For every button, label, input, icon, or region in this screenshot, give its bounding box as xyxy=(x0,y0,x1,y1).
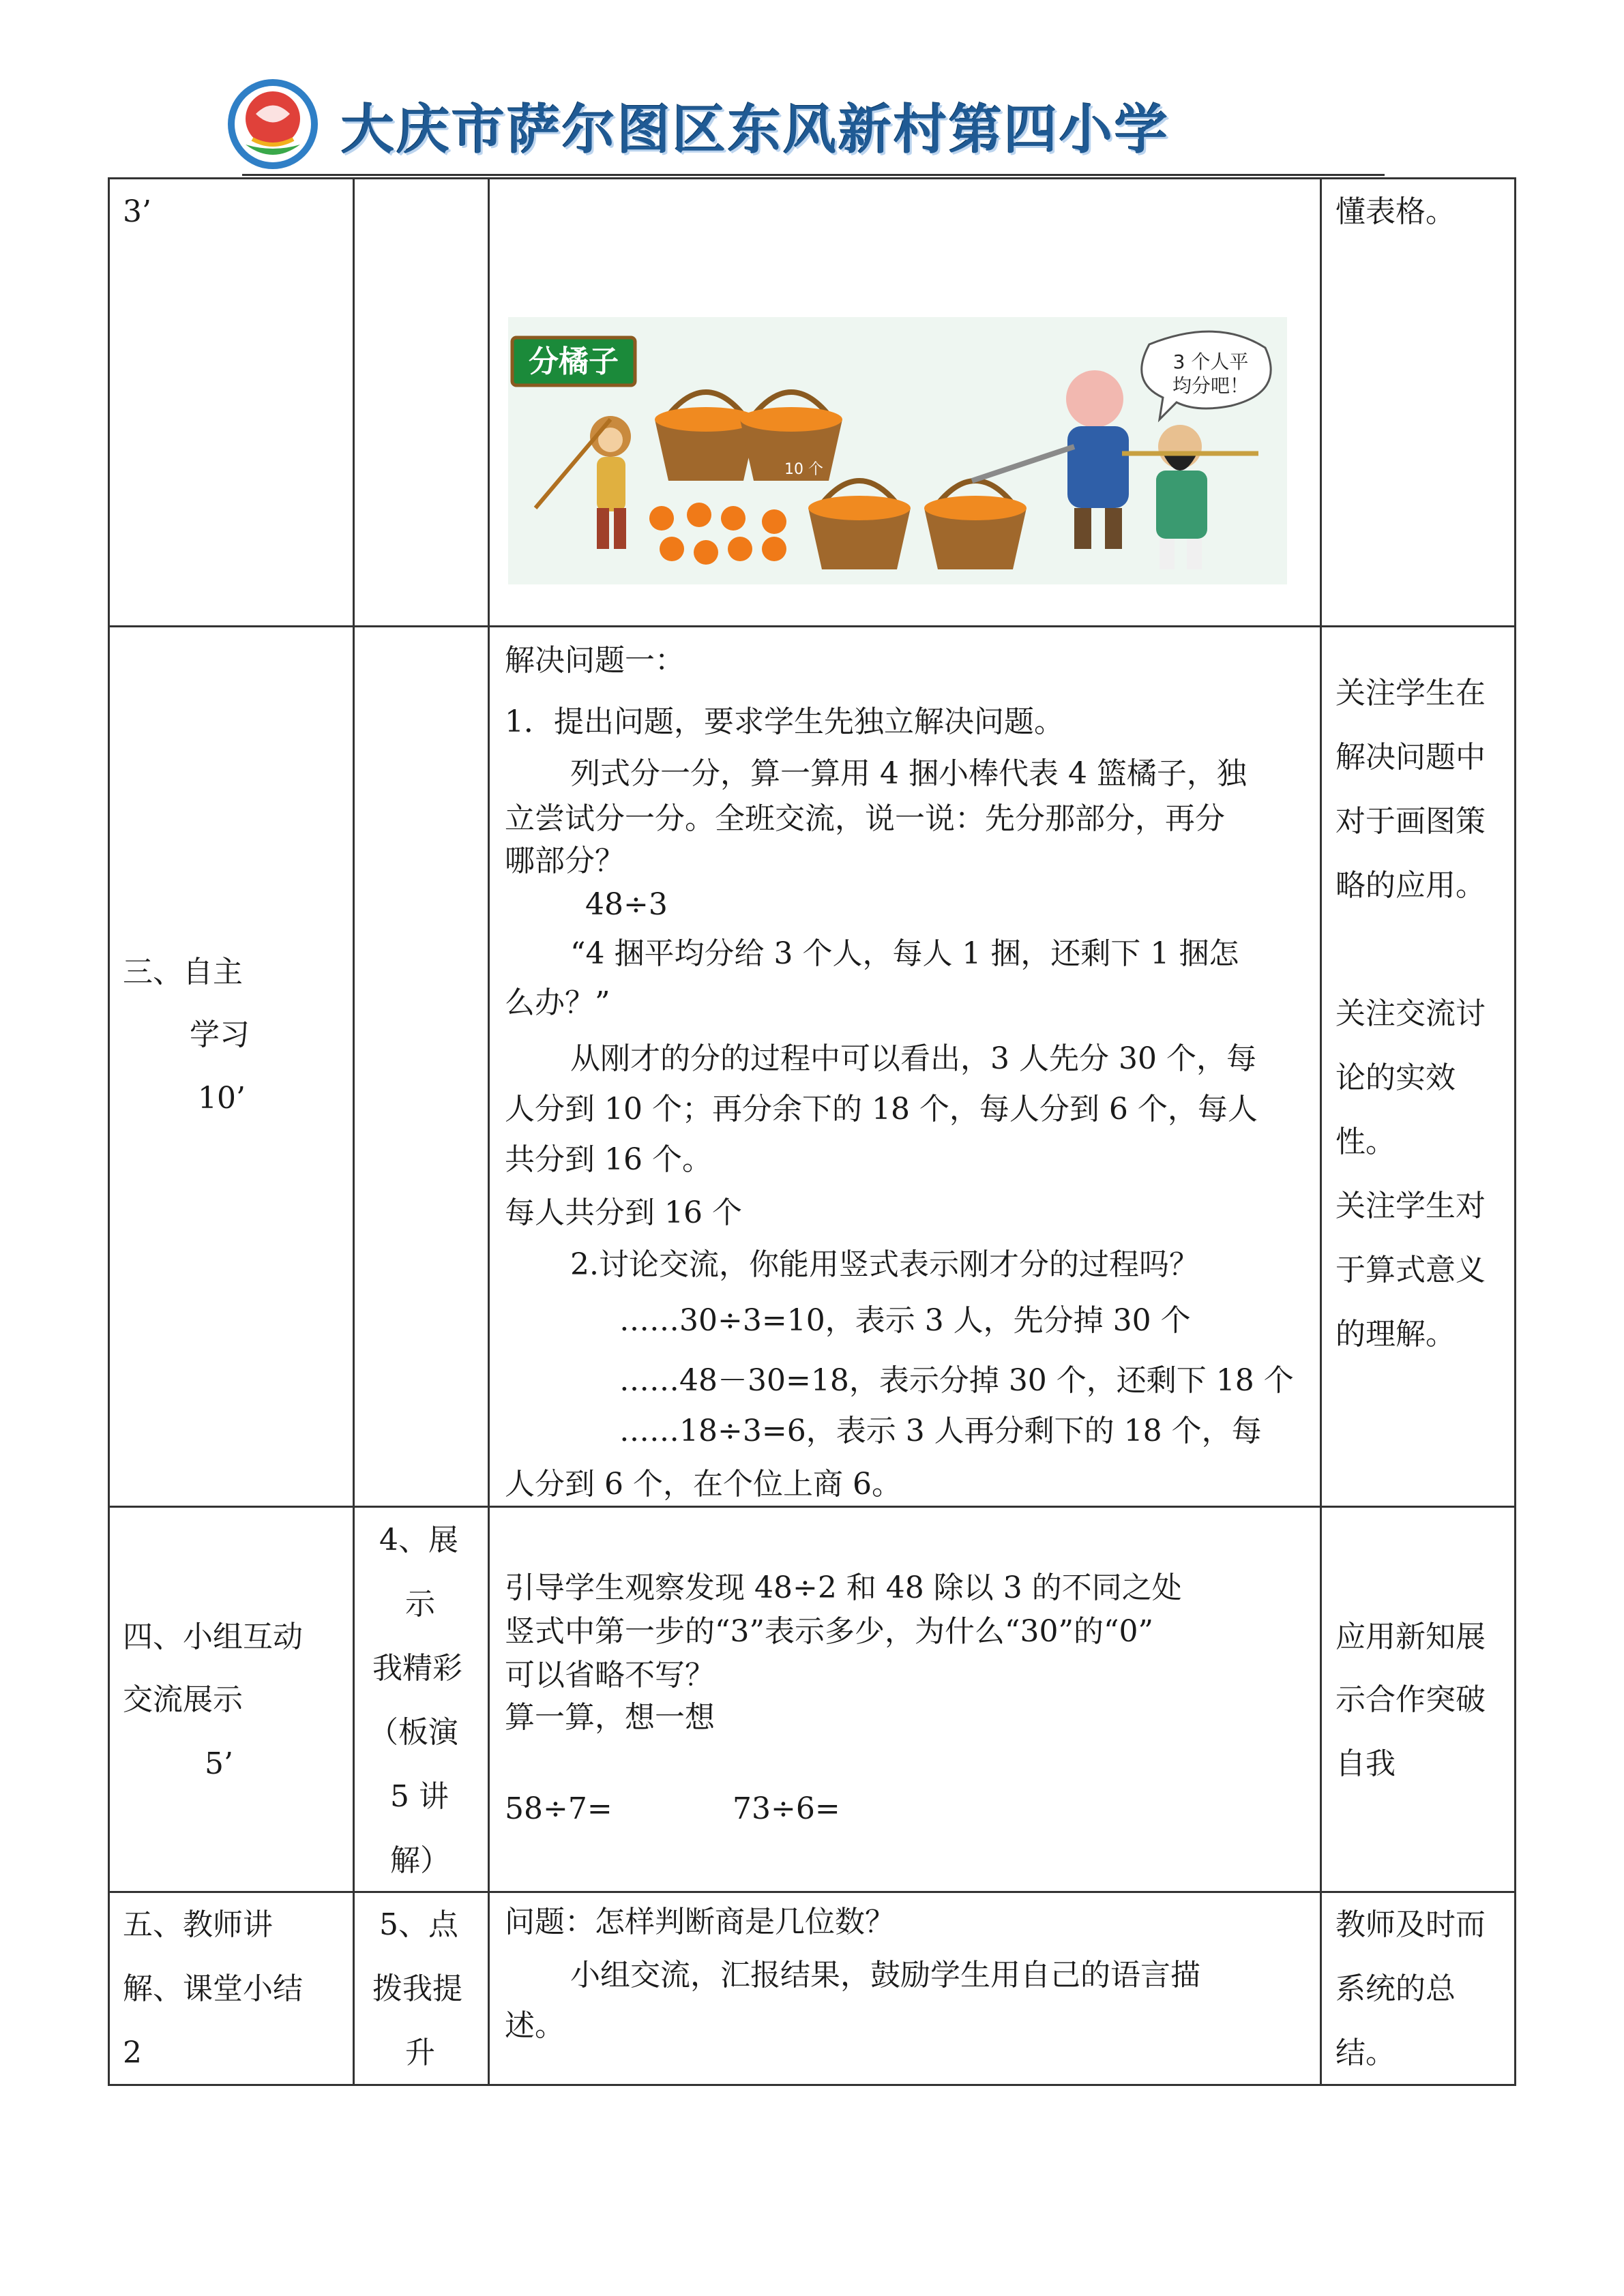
row2-p1-line1: 列式分一分，算一算用 4 捆小棒代表 4 篮橘子，独 xyxy=(570,756,1247,791)
row3-focus-line1: 应用新知展 xyxy=(1335,1620,1486,1654)
row3-exercise1: 58÷7= xyxy=(505,1791,612,1826)
school-name: 大庆市萨尔图区东风新村第四小学 xyxy=(341,100,1170,161)
header-rule xyxy=(242,174,1385,176)
row2-p2-line2: 人分到 10 个；再分余下的 18 个，每人分到 6 个，每人 xyxy=(505,1092,1258,1127)
row3-stage-line3: 5’ xyxy=(205,1746,233,1781)
row4-line2: 小组交流，汇报结果，鼓励学生用自己的语言描 xyxy=(570,1958,1200,1993)
row2-focus-line7: 论的实效 xyxy=(1335,1060,1456,1095)
row2-stage-line1: 三、自主 xyxy=(123,955,243,989)
row2-calc3-line2: 人分到 6 个，在个位上商 6。 xyxy=(505,1467,902,1502)
page-header xyxy=(205,68,1432,177)
row4-line3: 述。 xyxy=(505,2008,565,2043)
row4-focus-line3: 结。 xyxy=(1335,2036,1396,2070)
row3-line3: 可以省略不写？ xyxy=(505,1658,715,1693)
illustration-label: 分橘子 xyxy=(529,344,619,379)
row2-q-line1: “4 捆平均分给 3 个人，每人 1 捆，还剩下 1 捆怎 xyxy=(570,936,1239,971)
row2-focus-line6: 关注交流讨 xyxy=(1335,996,1486,1031)
row3-stage-line2: 交流展示 xyxy=(123,1682,243,1717)
row2-calc1: ……30÷3=10，表示 3 人，先分掉 30 个 xyxy=(619,1303,1191,1338)
row3-activity-line3: 我精彩 xyxy=(372,1651,462,1686)
row2-calc3-line1: ……18÷3=6，表示 3 人再分剩下的 18 个，每 xyxy=(619,1414,1262,1448)
row2-stage-cell xyxy=(108,625,355,1508)
row2-step2: 2.讨论交流，你能用竖式表示刚才分的过程吗？ xyxy=(570,1247,1199,1282)
row3-activity-line4: （板演 xyxy=(368,1715,458,1750)
row2-p2-line3: 共分到 16 个。 xyxy=(505,1142,712,1177)
row2-p1-line3: 哪部分？ xyxy=(505,844,625,878)
row2-q-line2: 么办？” xyxy=(505,985,610,1020)
row2-focus-line8: 性。 xyxy=(1335,1124,1396,1159)
row3-line2: 竖式中第一步的“3”表示多少，为什么“30”的“0” xyxy=(505,1614,1153,1649)
row2-expr: 48÷3 xyxy=(585,887,668,922)
row4-stage-line2: 解、课堂小结 xyxy=(123,1971,303,2006)
row3-activity-line5: 5 讲 xyxy=(390,1779,449,1814)
row3-line1: 引导学生观察发现 48÷2 和 48 除以 3 的不同之处 xyxy=(505,1570,1182,1605)
school-logo-icon xyxy=(225,76,321,172)
row2-activity-cell xyxy=(353,625,490,1508)
bubble-line2: 均分吧！ xyxy=(1172,374,1250,397)
row2-p1-line2: 立尝试分一分。全班交流，说一说：先分那部分，再分 xyxy=(505,801,1225,836)
row3-activity-line1: 4、展 xyxy=(379,1523,458,1557)
row3-activity-line6: 解） xyxy=(390,1843,450,1878)
row1-stage-time: 3’ xyxy=(123,194,151,229)
row4-line1: 问题：怎样判断商是几位数？ xyxy=(505,1905,895,1939)
row2-focus-line10: 于算式意义 xyxy=(1335,1253,1486,1287)
row2-focus-line4: 略的应用。 xyxy=(1335,868,1486,903)
row2-focus-line11: 的理解。 xyxy=(1335,1317,1456,1352)
row2-result: 每人共分到 16 个 xyxy=(505,1195,742,1230)
basket-label: 10 个 xyxy=(784,461,823,478)
row2-focus-line9: 关注学生对 xyxy=(1335,1189,1486,1223)
dividing-oranges-illustration xyxy=(508,317,1287,584)
row2-step1: 1．提出问题，要求学生先独立解决问题。 xyxy=(505,704,1064,739)
row2-heading: 解决问题一： xyxy=(505,643,685,678)
row3-stage-line1: 四、小组互动 xyxy=(123,1620,303,1654)
row4-activity-line2: 拨我提 xyxy=(372,1971,462,2006)
row2-focus-line3: 对于画图策 xyxy=(1335,804,1486,839)
row3-exercise2: 73÷6= xyxy=(733,1791,840,1826)
row4-focus-line1: 教师及时而 xyxy=(1335,1907,1486,1942)
row4-stage-line1: 五、教师讲 xyxy=(123,1907,273,1942)
row2-focus-line2: 解决问题中 xyxy=(1335,740,1486,775)
row4-activity-line1: 5、点 xyxy=(379,1907,458,1942)
row2-focus-line1: 关注学生在 xyxy=(1335,676,1486,711)
row2-stage-line3: 10’ xyxy=(198,1081,246,1116)
row4-activity-line3: 升 xyxy=(405,2036,435,2070)
row1-focus-text: 懂表格。 xyxy=(1335,194,1456,229)
row3-activity-line2: 示 xyxy=(405,1587,435,1622)
row1-activity-cell xyxy=(353,177,490,627)
row2-calc2: ……48－30=18，表示分掉 30 个，还剩下 18 个 xyxy=(619,1363,1294,1398)
row3-focus-line3: 自我 xyxy=(1335,1746,1396,1781)
row2-stage-line2: 学习 xyxy=(190,1017,250,1052)
row4-focus-line2: 系统的总 xyxy=(1335,1971,1456,2006)
row3-activity-cell xyxy=(353,1506,490,1893)
bubble-line1: 3 个人平 xyxy=(1172,351,1249,373)
row3-line4: 算一算，想一想 xyxy=(505,1700,715,1735)
row3-focus-line2: 示合作突破 xyxy=(1335,1682,1486,1717)
row4-stage-line3: 2 xyxy=(123,2036,142,2070)
row2-p2-line1: 从刚才的分的过程中可以看出，3 人先分 30 个，每 xyxy=(570,1041,1256,1076)
row1-focus-cell xyxy=(1320,177,1516,627)
row1-stage-cell xyxy=(108,177,355,627)
